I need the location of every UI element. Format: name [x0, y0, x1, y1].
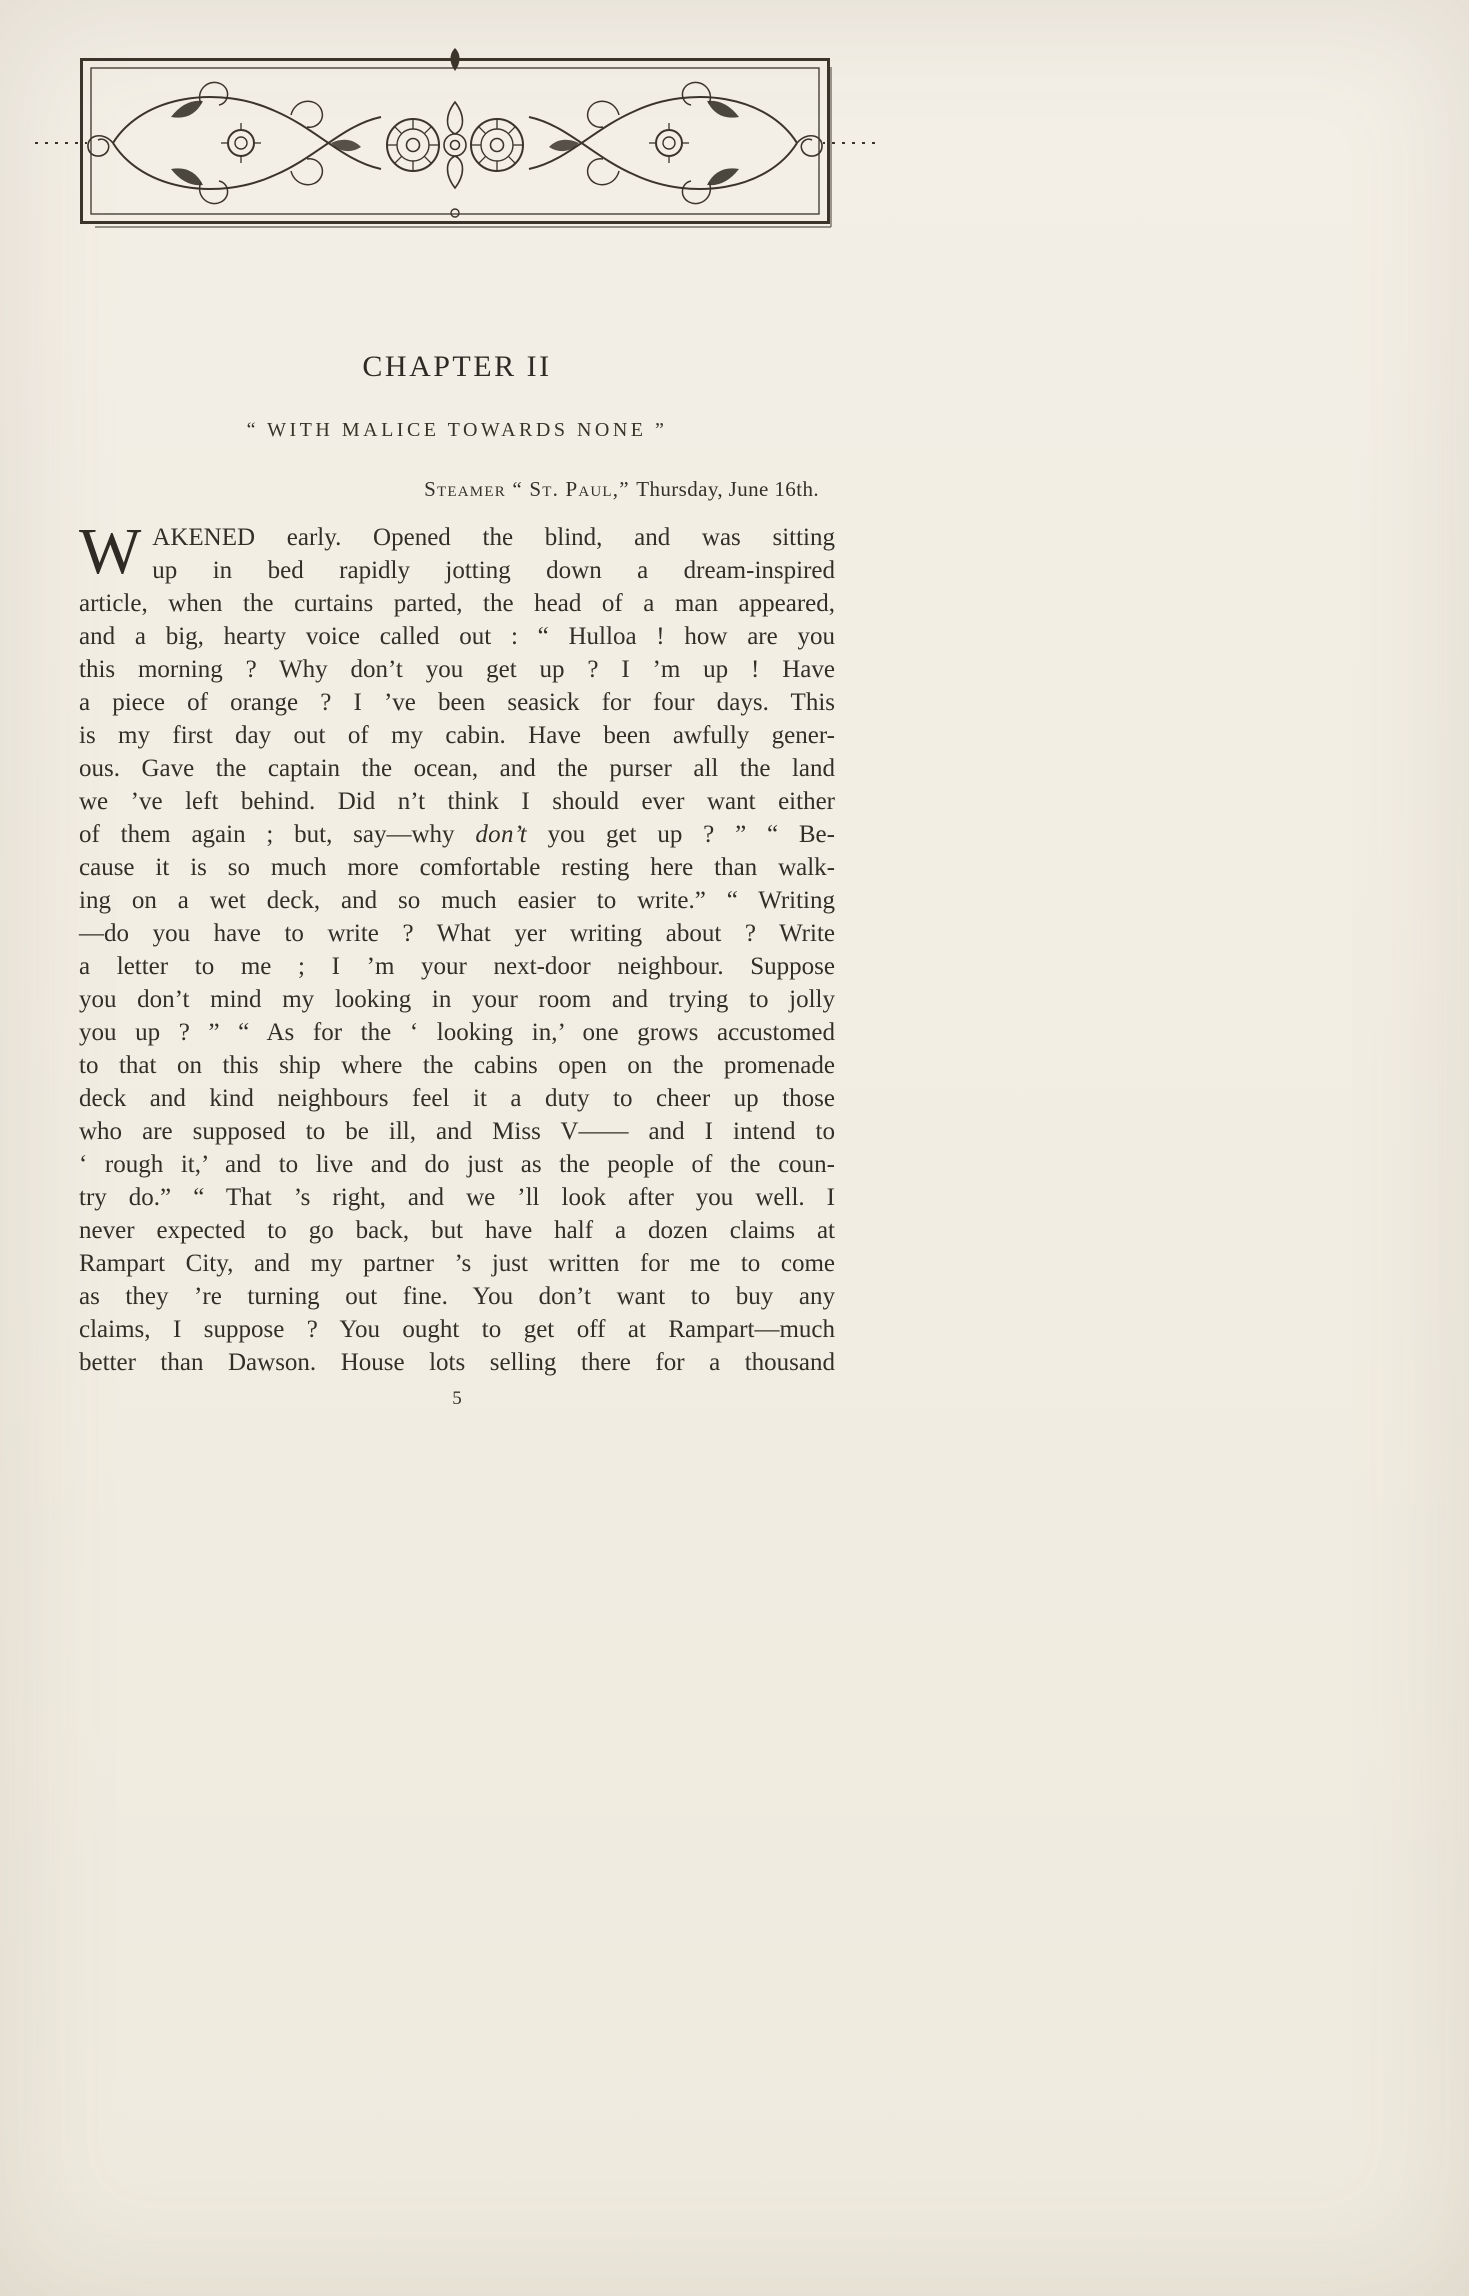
body-line: ous. Gave the captain the ocean, and the purser all the land	[79, 755, 835, 782]
dateline-ship-name: “ St. Paul,”	[512, 477, 637, 501]
body-line: better than Dawson. House lots selling there for a thousand	[79, 1349, 835, 1376]
body-line: as they ’re turning out fine. You don’t want to buy any	[79, 1283, 835, 1310]
page-number: 5	[452, 1388, 462, 1409]
body-line: —do you have to write ? What yer writing about ? Write	[79, 920, 835, 947]
body-line: is my first day out of my cabin. Have been awfully gener-	[79, 722, 835, 749]
dateline-steamer: Steamer	[424, 477, 513, 501]
body-line: of them again ; but, say—why don’t you get up ? ” “ Be-	[79, 821, 835, 848]
body-line: you up ? ” “ As for the ‘ looking in,’ one grows accustomed	[79, 1019, 835, 1046]
body-line: a piece of orange ? I ’ve been seasick for four days. This	[79, 689, 835, 716]
body-line: AKENED early. Opened the blind, and was sitting	[152, 524, 835, 551]
body-line: deck and kind neighbours feel it a duty to cheer up those	[79, 1085, 835, 1112]
dateline-date: Thursday, June 16th.	[636, 477, 819, 501]
chapter-subtitle: “ WITH MALICE TOWARDS NONE ”	[246, 419, 668, 441]
body-line: article, when the curtains parted, the head of a man appeared,	[79, 590, 835, 617]
body-line: ing on a wet deck, and so much easier to write.” “ Writing	[79, 887, 835, 914]
body-line: never expected to go back, but have half a dozen claims at	[79, 1217, 835, 1244]
chapter-heading: CHAPTER II	[362, 350, 552, 383]
floral-headpiece	[79, 57, 831, 229]
body-line: we ’ve left behind. Did n’t think I should ever want either	[79, 788, 835, 815]
body-line: up in bed rapidly jotting down a dream-inspired	[152, 557, 835, 584]
body-line: claims, I suppose ? You ought to get off at Rampart—much	[79, 1316, 835, 1343]
body-line: Rampart City, and my partner ’s just written for me to come	[79, 1250, 835, 1277]
body-line: try do.” “ That ’s right, and we ’ll look after you well. I	[79, 1184, 835, 1211]
body-line: you don’t mind my looking in your room and trying to jolly	[79, 986, 835, 1013]
body-line: cause it is so much more comfortable resting here than walk-	[79, 854, 835, 881]
body-text	[79, 515, 835, 1379]
drop-cap: W	[79, 515, 142, 588]
body-line: this morning ? Why don’t you get up ? I ’m up ! Have	[79, 656, 835, 683]
italic-word: don’t	[475, 821, 527, 848]
body-line: and a big, hearty voice called out : “ Hulloa ! how are you	[79, 623, 835, 650]
body-line: to that on this ship where the cabins open on the promenade	[79, 1052, 835, 1079]
body-line: ‘ rough it,’ and to live and do just as the people of the coun-	[79, 1151, 835, 1178]
floral-headpiece-engraving-icon	[79, 57, 831, 229]
dateline	[79, 477, 819, 502]
body-line: who are supposed to be ill, and Miss V—— and I intend to	[79, 1118, 835, 1145]
body-line: a letter to me ; I ’m your next-door neighbour. Suppose	[79, 953, 835, 980]
